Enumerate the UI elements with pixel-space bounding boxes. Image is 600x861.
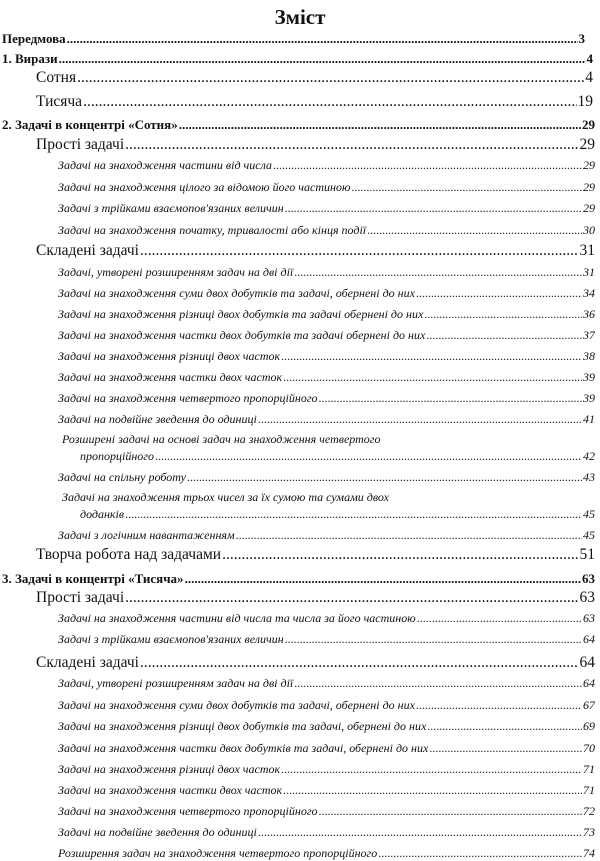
toc-page-number: 29 xyxy=(583,201,595,215)
toc-entry-label: Передмова xyxy=(2,31,66,46)
toc-entry-item[interactable] xyxy=(58,349,595,364)
toc-page-number: 37 xyxy=(583,328,595,342)
toc-entry-section-3[interactable] xyxy=(2,571,595,587)
toc-entry-item[interactable] xyxy=(58,180,595,195)
dot-leader xyxy=(140,242,579,260)
toc-page-number: 38 xyxy=(583,349,595,363)
toc-page-number: 64 xyxy=(579,654,595,671)
toc-page-number: 31 xyxy=(583,265,595,279)
toc-page-number: 45 xyxy=(583,507,595,521)
toc-page-number: 74 xyxy=(583,846,595,860)
toc-entry-item[interactable] xyxy=(58,307,595,322)
page-title: Зміст xyxy=(274,5,326,29)
dot-leader xyxy=(426,328,582,343)
toc-entry-item[interactable] xyxy=(58,846,595,861)
toc-page-number: 71 xyxy=(583,783,595,797)
toc-entry-label: Прості задачі xyxy=(36,589,125,606)
toc-entry-subsection[interactable] xyxy=(36,136,595,154)
toc-entry-label-line1: Задачі на знаходження трьох чисел за їх сумою та сумами двох xyxy=(62,490,389,504)
toc-entry-label: Задачі з трійками взаємопов'язаних величин xyxy=(58,632,284,646)
toc-page-number: 29 xyxy=(582,117,595,132)
toc-entry-item[interactable] xyxy=(58,412,595,427)
toc-entry-label: Задачі на знаходження цілого за відомою його частиною xyxy=(58,180,351,194)
toc-entry-label: Задачі на знаходження четвертого пропорційного xyxy=(58,391,318,405)
toc-entry-item[interactable] xyxy=(58,265,595,280)
dot-leader xyxy=(67,31,578,47)
toc-page-number: 64 xyxy=(583,632,595,646)
dot-leader xyxy=(77,69,584,87)
toc-entry-label: Задачі на знаходження частки двох часток xyxy=(58,370,283,384)
toc-entry-item[interactable] xyxy=(58,286,595,301)
toc-entry-item[interactable] xyxy=(58,719,595,734)
toc-entry-label: Задачі на знаходження суми двох добутків та задачі, обернені до них xyxy=(58,286,415,300)
toc-entry-label: Задачі на знаходження різниці двох добутків та задачі обернені до них xyxy=(58,307,424,321)
toc-page-number: 51 xyxy=(579,546,595,563)
dot-leader xyxy=(59,51,586,67)
toc-page-number: 3 xyxy=(578,31,585,46)
toc-entry-label: Задачі з трійками взаємопов'язаних величин xyxy=(58,201,284,215)
toc-entry-subsection[interactable] xyxy=(36,654,595,672)
toc-entry-label: Задачі на знаходження початку, тривалості або кінця події xyxy=(58,223,367,237)
toc-page-number: 39 xyxy=(583,370,595,384)
toc-entry-label: 1. Вирази xyxy=(2,51,58,66)
dot-leader xyxy=(416,698,582,713)
toc-entry-label: Задачі, утворені розширенням задач на дві дії xyxy=(58,676,294,690)
toc-entry-subsection[interactable] xyxy=(36,546,595,564)
toc-entry-item[interactable] xyxy=(58,762,595,777)
toc-entry-label: 3. Задачі в концентрі «Тисяча» xyxy=(2,571,184,586)
toc-page-number: 63 xyxy=(583,611,595,625)
dot-leader xyxy=(319,391,582,406)
toc-page-number: 29 xyxy=(583,180,595,194)
toc-entry-label: пропорційного xyxy=(80,449,154,463)
toc-page-number: 45 xyxy=(583,528,595,542)
dot-leader xyxy=(429,741,582,756)
dot-leader xyxy=(416,286,582,301)
toc-entry-label: Сотня xyxy=(36,69,77,86)
toc-page-number: 63 xyxy=(582,571,595,586)
toc-page-number: 64 xyxy=(583,676,595,690)
toc-entry-section-2[interactable] xyxy=(2,117,595,133)
toc-entry-item[interactable] xyxy=(58,698,595,713)
dot-leader xyxy=(125,589,578,607)
toc-entry-item[interactable] xyxy=(58,804,595,819)
toc-entry-label: Задачі на спільну роботу xyxy=(58,470,186,484)
toc-entry-label: 2. Задачі в концентрі «Сотня» xyxy=(2,117,178,132)
dot-leader xyxy=(179,117,581,133)
toc-entry-label: Розширення задач на знаходження четвертого пропорційного xyxy=(58,846,378,860)
toc-page-number: 36 xyxy=(583,307,595,321)
toc-page-number: 71 xyxy=(583,762,595,776)
toc-entry-label: Прості задачі xyxy=(36,136,125,153)
toc-entry-label: Задачі на знаходження частини від числа та числа за його частиною xyxy=(58,611,416,625)
toc-entry-item[interactable] xyxy=(58,223,595,238)
toc-entry-item[interactable] xyxy=(58,328,595,343)
toc-entry-label: Задачі на знаходження частки двох часток xyxy=(58,783,283,797)
toc-entry-item[interactable] xyxy=(58,201,595,216)
toc-page-number: 34 xyxy=(583,286,595,300)
dot-leader xyxy=(417,611,582,626)
dot-leader xyxy=(258,825,582,840)
toc-entry-item[interactable] xyxy=(58,391,595,406)
toc-page-number: 29 xyxy=(579,136,595,153)
toc-entry-item[interactable] xyxy=(80,449,595,464)
toc-entry-label: Тисяча xyxy=(36,93,83,110)
toc-entry-label: доданків xyxy=(80,507,125,521)
dot-leader xyxy=(155,449,582,464)
toc-entry-label-line1: Розширені задачі на основі задач на знаходження четвертого xyxy=(62,432,381,446)
dot-leader xyxy=(281,349,582,364)
dot-leader xyxy=(258,412,582,427)
dot-leader xyxy=(140,654,579,672)
dot-leader xyxy=(285,201,582,216)
toc-entry-subsection[interactable] xyxy=(36,69,593,87)
toc-entry-label: Задачі на знаходження суми двох добутків та задачі, обернені до них xyxy=(58,698,415,712)
toc-page-number: 73 xyxy=(583,825,595,839)
toc-entry-label: Задачі на знаходження частини від числа xyxy=(58,158,272,172)
toc-page-number: 72 xyxy=(583,804,595,818)
toc-entry-item[interactable] xyxy=(58,632,595,647)
toc-entry-label: Задачі на подвійне зведення до одиниці xyxy=(58,825,257,839)
toc-entry-label: Задачі на знаходження різниці двох добутків та задачі, обернені до них xyxy=(58,719,427,733)
toc-entry-label: Задачі на знаходження різниці двох часток xyxy=(58,762,281,776)
toc-entry-label: Задачі на знаходження частки двох добутків та задачі обернені до них xyxy=(58,328,426,342)
dot-leader xyxy=(283,783,582,798)
toc-entry-item[interactable] xyxy=(58,528,595,543)
toc-entry-item[interactable] xyxy=(58,676,595,691)
toc-entry-label: Задачі на знаходження різниці двох часток xyxy=(58,349,281,363)
toc-page-number: 4 xyxy=(585,69,593,86)
dot-leader xyxy=(222,546,578,564)
toc-page-number: 19 xyxy=(577,93,593,110)
toc-entry-label: Складені задачі xyxy=(36,242,139,259)
dot-leader xyxy=(281,762,582,777)
toc-page-number: 39 xyxy=(583,391,595,405)
toc-entry-label: Задачі, утворені розширенням задач на дві дії xyxy=(58,265,294,279)
toc-entry-item[interactable] xyxy=(58,783,595,798)
toc-page-number: 69 xyxy=(583,719,595,733)
toc-entry-item[interactable] xyxy=(58,370,595,385)
toc-entry-label: Задачі на знаходження четвертого пропорційного xyxy=(58,804,318,818)
toc-page-number: 67 xyxy=(583,698,595,712)
dot-leader xyxy=(367,223,582,238)
dot-leader xyxy=(319,804,582,819)
toc-page-number: 63 xyxy=(579,589,595,606)
toc-entry-section-1[interactable] xyxy=(2,51,593,67)
dot-leader xyxy=(187,470,582,485)
dot-leader xyxy=(294,676,582,691)
dot-leader xyxy=(125,136,578,154)
toc-entry-subsection[interactable] xyxy=(36,242,595,260)
dot-leader xyxy=(83,93,576,111)
toc-entry-label: Творча робота над задачами xyxy=(36,546,222,563)
toc-entry-label: Задачі на знаходження частки двох добутків та задачі, обернені до них xyxy=(58,741,429,755)
toc-entry-preface[interactable] xyxy=(2,31,585,47)
toc-entry-label: Складені задачі xyxy=(36,654,139,671)
toc-page-number: 43 xyxy=(583,470,595,484)
toc-entry-subsection[interactable] xyxy=(36,93,593,111)
dot-leader xyxy=(283,370,582,385)
toc-entry-label: Задачі з логічним навантаженням xyxy=(58,528,235,542)
dot-leader xyxy=(378,846,582,861)
dot-leader xyxy=(185,571,581,587)
toc-entry-item[interactable] xyxy=(80,507,595,522)
toc-entry-item[interactable] xyxy=(58,158,595,173)
dot-leader xyxy=(424,307,582,322)
dot-leader xyxy=(351,180,582,195)
toc-page-number: 31 xyxy=(579,242,595,259)
toc-page-number: 70 xyxy=(583,741,595,755)
dot-leader xyxy=(236,528,582,543)
toc-entry-subsection[interactable] xyxy=(36,589,595,607)
toc-entry-item[interactable] xyxy=(58,470,595,485)
toc-entry-label: Задачі на подвійне зведення до одиниці xyxy=(58,412,257,426)
toc-page-number: 30 xyxy=(583,223,595,237)
toc-entry-item[interactable] xyxy=(58,825,595,840)
dot-leader xyxy=(294,265,582,280)
toc-entry-item[interactable] xyxy=(58,741,595,756)
toc-page-number: 42 xyxy=(583,449,595,463)
dot-leader xyxy=(273,158,582,173)
toc-page-number: 29 xyxy=(583,158,595,172)
toc-entry-item[interactable] xyxy=(58,611,595,626)
toc-page-number: 41 xyxy=(583,412,595,426)
dot-leader xyxy=(285,632,582,647)
toc-page-number: 4 xyxy=(586,51,593,66)
dot-leader xyxy=(125,507,582,522)
dot-leader xyxy=(427,719,582,734)
